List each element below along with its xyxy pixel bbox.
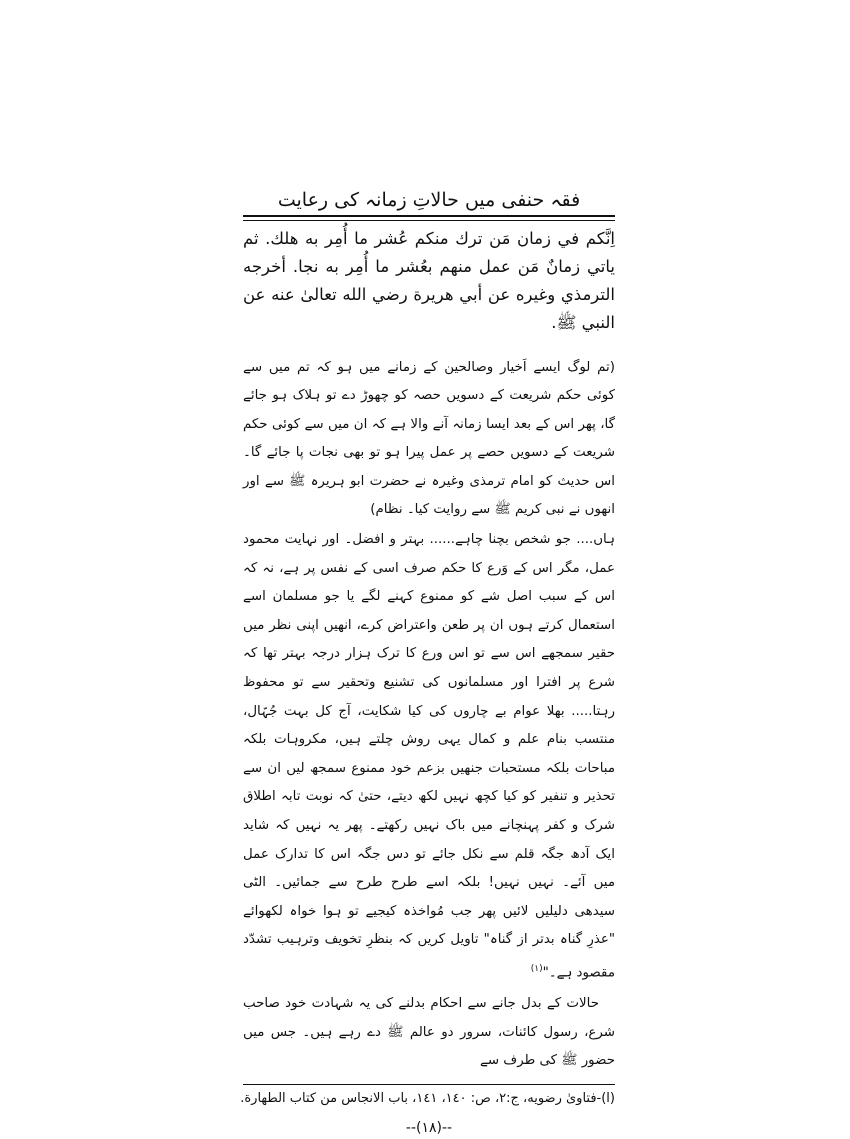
arabic-hadith-quote: اِنَّكم في زمان مَن ترك منكم عُشر ما أُمِر به هلك. ثم ياتي زمانٌ مَن عمل منهم بعُشر ما أُمِر به نجا. أخرجه الترمذي وغيره عن أبي هريرة رضي الله تعالىٰ عنه عن النبي ﷺ. xyxy=(243,229,615,332)
header-rule-thick xyxy=(243,215,615,217)
body-paragraph xyxy=(243,526,615,988)
header-rule-thin xyxy=(243,220,615,221)
page-number: --(۱۸)-- xyxy=(405,1119,453,1136)
footnote-reference: (۱) xyxy=(530,963,543,974)
paragraph-text: ہاں.... جو شخص بچنا چاہے...... بہتر و افضل۔ اور نہایت محمود عمل، مگر اس کے وَرع کا حکم صرف اسی کے نفس پر ہے، نہ کہ اس کے سبب اصل شے کو ممنوع کہنے لگے یا جو مسلمان اسے استعمال کرتے ہوں ان پر طعن واعتراض کرے، انھیں اپنی نظر میں حقیر سمجھے اس سے تو اس ورع کا ترک ہزار درجہ بہتر تھا کہ شرع پر افترا اور مسلمانوں کی تشنیع وتحقیر سے تو محفوظ رہتا..... بھلا عوام بے چاروں کی کیا شکایت، آج کل بہت جُہّال، منتسب بنام علم و کمال یہی روش چلتے ہیں، مکروہات بلکہ مباحات بلکہ مستحبات جنھیں بزعم خود ممنوع سمجھ لیں ان سے تحذیر و تنفیر کو کیا کچھ نہیں لکھ دیتے، حتیٰ کہ نوبت تابہ اطلاق شرک و کفر پہنچانے میں باک نہیں رکھتے۔ پھر یہ نہیں کہ شاید ایک آدھ جگہ قلم سے نکل جائے تو دس جگہ اس کا تدارک عمل میں آئے۔ نہیں نہیں! بلکہ اسے طرح طرح سے جمائیں۔ الٹی سیدھی دلیلیں لائیں پھر جب مُواخذہ کیجیے تو ہوا خواہ لکھوائے "عذرِ گناہ بدتر از گناہ" تاویل کریں کہ بنظرِ تخویف وترہیب تشدّد مقصود ہے۔" xyxy=(243,532,615,981)
paragraph-text: حالات کے بدل جانے سے احکام بدلنے کی یہ شہادت خود صاحب شرع، رسول کائنات، سرور دو عالم ﷺ دے رہے ہیں۔ جس میں حضور ﷺ کی طرف سے xyxy=(243,996,615,1069)
footnote: (ا)-فتاویٰ رضویه، ج:۲، ص: ۱٤٠، ۱٤۱، باب الانجاس من كتاب الطهارة. xyxy=(240,1090,615,1106)
translation-paragraph: (تم لوگ ایسے اَخیار وصالحین کے زمانے میں ہو کہ تم میں سے کوئی حکم شریعت کے دسویں حصہ کو چھوڑ دے تو ہلاک ہو جائے گا، پھر اس کے بعد ایسا زمانہ آنے والا ہے کہ ان میں سے کوئی حکم شریعت کے دسویں حصے پر عمل پیرا ہو تو بھی نجات پا جائے گا۔ اس حدیث کو امام ترمذی وغیرہ نے حضرت ابو ہریرہ ﷺ سے اور انھوں نے نبی کریم ﷺ سے روایت کیا۔ نظام) xyxy=(243,359,615,518)
page-body xyxy=(240,187,615,1139)
footnote-divider xyxy=(243,1084,615,1085)
body-paragraph xyxy=(243,990,615,1076)
running-header: فقہ حنفی میں حالاتِ زمانہ کی رعایت xyxy=(277,189,581,211)
